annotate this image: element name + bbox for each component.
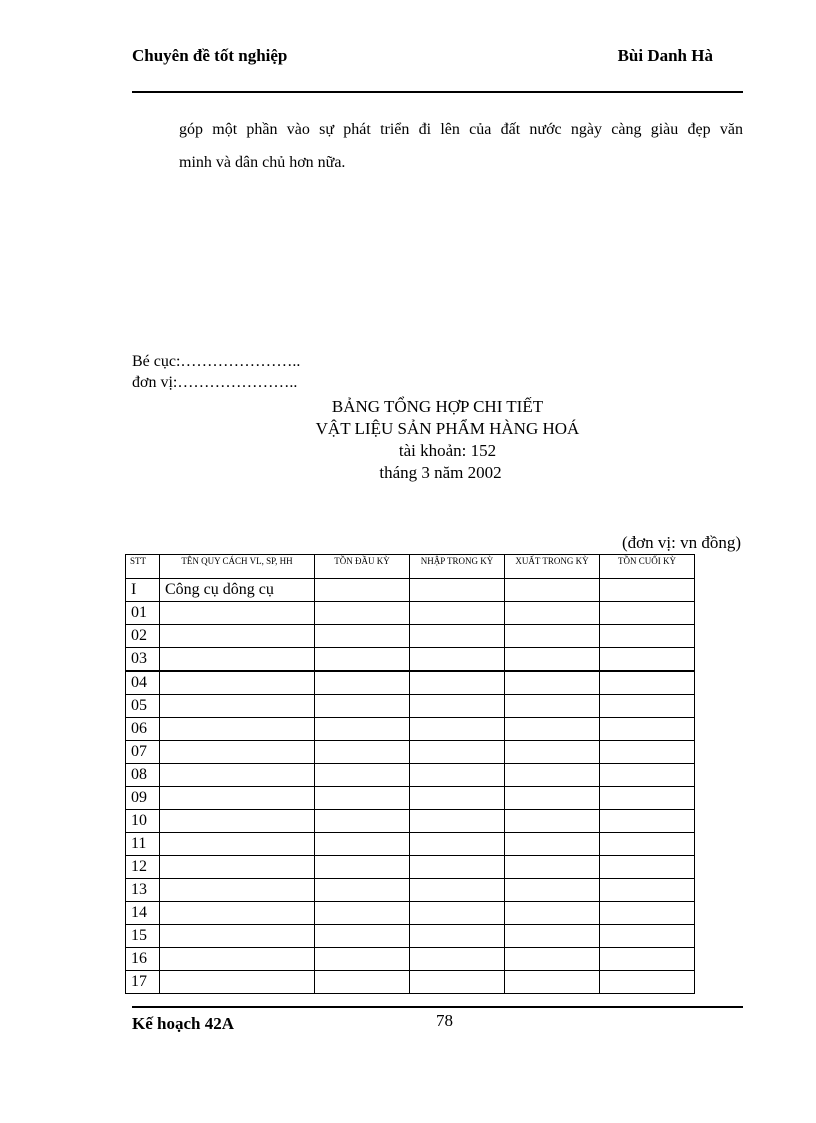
- row-out: [505, 625, 600, 648]
- row-in: [410, 948, 505, 971]
- table-row: [126, 902, 695, 925]
- row-opening: [315, 695, 410, 718]
- row-out: [505, 695, 600, 718]
- col-header-stt: STT: [126, 555, 160, 579]
- meta-dept: Bé cục:…………………..: [132, 353, 301, 370]
- paragraph-line-2: minh và dân chủ hơn nữa.: [179, 154, 346, 171]
- row-name: [160, 856, 315, 879]
- row-opening: [315, 856, 410, 879]
- table-row: [126, 948, 695, 971]
- row-closing: [600, 879, 695, 902]
- row-stt: 08: [126, 764, 160, 787]
- row-name: [160, 925, 315, 948]
- table-row: [126, 625, 695, 648]
- table-row: [126, 671, 695, 695]
- row-stt: I: [126, 579, 160, 602]
- row-stt: 03: [126, 648, 160, 672]
- row-opening: [315, 971, 410, 994]
- row-opening: [315, 833, 410, 856]
- table-row: [126, 648, 695, 672]
- row-name: Công cụ dông cụ: [160, 579, 315, 602]
- row-opening: [315, 764, 410, 787]
- row-out: [505, 971, 600, 994]
- paragraph-line-1: góp một phần vào sự phát triển đi lên của đất nước ngày càng giàu đẹp văn: [179, 121, 743, 138]
- row-name: [160, 602, 315, 625]
- row-name: [160, 971, 315, 994]
- title-line-1: BẢNG TỔNG HỢP CHI TIẾT: [331, 397, 544, 416]
- row-stt: 12: [126, 856, 160, 879]
- row-in: [410, 787, 505, 810]
- row-stt: 15: [126, 925, 160, 948]
- row-in: [410, 856, 505, 879]
- header-author: Bùi Danh Hà: [617, 46, 713, 65]
- title-account: tài khoản: 152: [398, 441, 497, 460]
- row-closing: [600, 971, 695, 994]
- row-opening: [315, 787, 410, 810]
- row-out: [505, 810, 600, 833]
- row-out: [505, 718, 600, 741]
- row-opening: [315, 602, 410, 625]
- row-in: [410, 579, 505, 602]
- row-out: [505, 856, 600, 879]
- unit-note: (đơn vị: vn đồng): [621, 533, 741, 552]
- row-name: [160, 625, 315, 648]
- row-closing: [600, 764, 695, 787]
- row-in: [410, 741, 505, 764]
- row-out: [505, 787, 600, 810]
- row-closing: [600, 579, 695, 602]
- row-name: [160, 718, 315, 741]
- row-closing: [600, 625, 695, 648]
- row-in: [410, 695, 505, 718]
- row-closing: [600, 833, 695, 856]
- row-in: [410, 971, 505, 994]
- row-out: [505, 833, 600, 856]
- row-opening: [315, 810, 410, 833]
- table-row: [126, 602, 695, 625]
- row-out: [505, 648, 600, 672]
- row-stt: 14: [126, 902, 160, 925]
- table-row: [126, 741, 695, 764]
- row-opening: [315, 879, 410, 902]
- row-out: [505, 879, 600, 902]
- row-closing: [600, 787, 695, 810]
- row-in: [410, 671, 505, 695]
- row-stt: 01: [126, 602, 160, 625]
- row-opening: [315, 671, 410, 695]
- header-rule: [132, 91, 743, 93]
- row-out: [505, 902, 600, 925]
- row-stt: 10: [126, 810, 160, 833]
- row-opening: [315, 741, 410, 764]
- body-paragraph: [132, 113, 743, 179]
- title-line-2: VẬT LIỆU SẢN PHẨM HÀNG HOÁ: [315, 419, 580, 438]
- row-out: [505, 741, 600, 764]
- row-stt: 13: [126, 879, 160, 902]
- row-closing: [600, 671, 695, 695]
- row-closing: [600, 902, 695, 925]
- row-in: [410, 902, 505, 925]
- row-stt: 02: [126, 625, 160, 648]
- row-closing: [600, 810, 695, 833]
- row-out: [505, 602, 600, 625]
- row-closing: [600, 695, 695, 718]
- footer-course: Kế hoạch 42A: [132, 1014, 234, 1033]
- row-stt: 09: [126, 787, 160, 810]
- row-closing: [600, 856, 695, 879]
- col-header-opening: TỒN ĐẦU KỲ: [315, 555, 410, 579]
- row-in: [410, 764, 505, 787]
- col-header-out: XUẤT TRONG KỲ: [505, 555, 600, 579]
- row-name: [160, 741, 315, 764]
- table-row: [126, 579, 695, 602]
- row-opening: [315, 718, 410, 741]
- row-stt: 17: [126, 971, 160, 994]
- row-name: [160, 764, 315, 787]
- table-row: [126, 695, 695, 718]
- row-name: [160, 948, 315, 971]
- row-in: [410, 602, 505, 625]
- table-row: [126, 833, 695, 856]
- row-opening: [315, 648, 410, 672]
- row-closing: [600, 925, 695, 948]
- footer-rule: [132, 1006, 743, 1008]
- row-out: [505, 671, 600, 695]
- table-row: [126, 856, 695, 879]
- table-row: [126, 879, 695, 902]
- row-name: [160, 695, 315, 718]
- row-opening: [315, 579, 410, 602]
- title-period: tháng 3 năm 2002: [379, 463, 502, 482]
- row-name: [160, 787, 315, 810]
- row-closing: [600, 741, 695, 764]
- summary-table: [125, 554, 695, 994]
- col-header-closing: TỒN CUỐI KỲ: [600, 555, 695, 579]
- row-in: [410, 879, 505, 902]
- row-name: [160, 833, 315, 856]
- row-stt: 04: [126, 671, 160, 695]
- row-closing: [600, 948, 695, 971]
- row-name: [160, 648, 315, 672]
- page-number: 78: [436, 1011, 453, 1030]
- row-out: [505, 948, 600, 971]
- row-out: [505, 925, 600, 948]
- header-left-title: Chuyên đề tốt nghiệp: [132, 46, 288, 65]
- col-header-name: TÊN QUY CÁCH VL, SP, HH: [160, 555, 315, 579]
- row-in: [410, 718, 505, 741]
- row-closing: [600, 602, 695, 625]
- table-row: [126, 787, 695, 810]
- row-in: [410, 925, 505, 948]
- row-in: [410, 833, 505, 856]
- row-in: [410, 648, 505, 672]
- table-row: [126, 810, 695, 833]
- row-in: [410, 625, 505, 648]
- table-row: [126, 764, 695, 787]
- col-header-in: NHẬP TRONG KỲ: [410, 555, 505, 579]
- row-opening: [315, 902, 410, 925]
- row-stt: 07: [126, 741, 160, 764]
- row-opening: [315, 948, 410, 971]
- row-opening: [315, 625, 410, 648]
- table-row: [126, 971, 695, 994]
- row-stt: 05: [126, 695, 160, 718]
- row-closing: [600, 718, 695, 741]
- row-stt: 16: [126, 948, 160, 971]
- meta-block: [132, 351, 300, 393]
- row-out: [505, 579, 600, 602]
- row-name: [160, 810, 315, 833]
- row-name: [160, 902, 315, 925]
- row-name: [160, 879, 315, 902]
- row-name: [160, 671, 315, 695]
- row-closing: [600, 648, 695, 672]
- row-stt: 06: [126, 718, 160, 741]
- meta-unit: đơn vị:…………………..: [132, 374, 298, 391]
- table-header-row: [126, 555, 695, 579]
- row-stt: 11: [126, 833, 160, 856]
- row-opening: [315, 925, 410, 948]
- report-title: [132, 396, 743, 484]
- table-row: [126, 718, 695, 741]
- table-row: [126, 925, 695, 948]
- row-in: [410, 810, 505, 833]
- row-out: [505, 764, 600, 787]
